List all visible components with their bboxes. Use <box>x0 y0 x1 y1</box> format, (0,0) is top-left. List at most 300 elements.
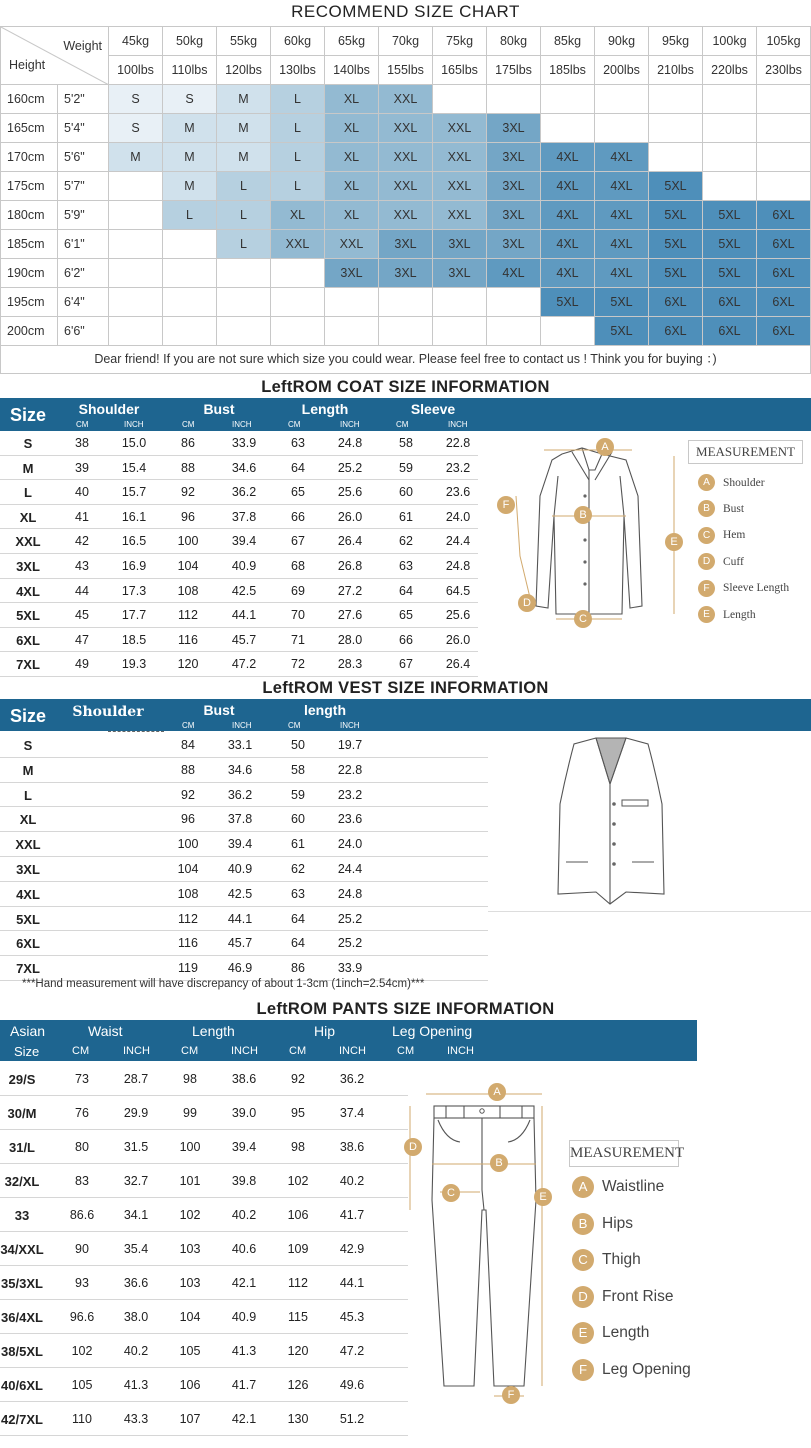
coat-mark-d: D <box>518 594 536 612</box>
coat-legend-c-badge: C <box>698 527 715 544</box>
coat-legend-label: Length <box>723 608 756 621</box>
coat-value-cell: 65 <box>291 485 305 500</box>
coat-row <box>0 529 478 554</box>
size-cell: XL <box>325 201 379 230</box>
coat-value-cell: 62 <box>399 534 413 549</box>
recommend-chart-title: RECOMMEND SIZE CHART <box>291 2 520 21</box>
pants-legend-label: Waistline <box>602 1178 665 1195</box>
header-row-kg <box>1 27 811 56</box>
coat-legend-label: Hem <box>723 529 746 542</box>
pants-value-cell: 92 <box>291 1072 305 1086</box>
height-cm-cell: 200cm <box>1 317 58 346</box>
coat-value-cell: 96 <box>181 509 195 524</box>
coat-value-cell: 39.4 <box>231 534 257 549</box>
coat-legend-item <box>698 580 789 597</box>
size-cell: 3XL <box>379 259 433 288</box>
pants-mark-c: C <box>442 1184 460 1202</box>
size-cell <box>163 317 217 346</box>
coat-value-cell: 72 <box>291 657 305 672</box>
vest-note: ***Hand measurement will have discrepancy of about 1-3cm (1inch=2.54cm)*** <box>22 978 425 990</box>
coat-value-cell: 66 <box>291 509 305 524</box>
coat-value-cell: 40 <box>75 485 89 500</box>
size-cell <box>595 85 649 114</box>
size-cell: S <box>163 85 217 114</box>
size-cell <box>325 288 379 317</box>
vest-value-cell: 34.6 <box>227 762 253 777</box>
pants-legend-d-badge: D <box>572 1286 594 1308</box>
coat-value-cell: 108 <box>177 583 199 598</box>
coat-unit-cm: CM <box>76 420 89 429</box>
pants-legend-title: MEASUREMENT <box>569 1140 679 1167</box>
size-cell <box>703 172 757 201</box>
size-cell: L <box>217 230 271 259</box>
height-ft-cell: 5'7" <box>58 172 109 201</box>
weight-lbs-cell: 130lbs <box>271 56 325 85</box>
pants-row <box>0 1402 408 1436</box>
pants-value-cell: 49.6 <box>339 1378 365 1392</box>
coat-value-cell: 58 <box>399 436 413 450</box>
pants-value-cell: 102 <box>179 1208 201 1222</box>
pants-value-cell: 40.6 <box>231 1242 257 1256</box>
weight-lbs-cell: 100lbs <box>109 56 163 85</box>
size-cell <box>163 288 217 317</box>
size-cell: 5XL <box>649 172 703 201</box>
vest-value-cell: 62 <box>291 862 305 876</box>
size-cell: M <box>163 114 217 143</box>
vest-value-cell: 108 <box>177 886 199 901</box>
size-cell: 3XL <box>433 259 487 288</box>
size-cell <box>487 317 541 346</box>
size-cell: L <box>271 114 325 143</box>
pants-row <box>0 1198 408 1232</box>
weight-lbs-cell: 120lbs <box>217 56 271 85</box>
vest-value-cell: 37.8 <box>227 812 253 827</box>
coat-unit-cm: CM <box>288 420 301 429</box>
size-cell <box>649 114 703 143</box>
coat-value-cell: 25.6 <box>445 608 471 623</box>
coat-value-cell: 26.4 <box>337 534 363 549</box>
vest-diagram <box>548 734 674 910</box>
coat-value-cell: 33.9 <box>231 436 257 450</box>
coat-value-cell: 44 <box>75 583 89 598</box>
vest-value-cell: 100 <box>177 837 199 852</box>
size-cell <box>541 85 595 114</box>
size-cell: 5XL <box>703 230 757 259</box>
coat-size-cell: M <box>22 460 34 476</box>
pants-value-cell: 105 <box>71 1378 93 1392</box>
coat-value-cell: 44.1 <box>231 608 257 623</box>
coat-value-cell: 16.5 <box>121 534 147 549</box>
size-cell <box>703 143 757 172</box>
coat-unit-inch: INCH <box>124 420 144 429</box>
size-cell <box>163 230 217 259</box>
pants-value-cell: 36.6 <box>123 1276 149 1290</box>
coat-value-cell: 67 <box>291 534 305 549</box>
coat-value-cell: 104 <box>177 559 199 573</box>
coat-legend-item <box>698 606 756 623</box>
vest-value-cell: 104 <box>177 862 199 876</box>
pants-asian-label: Asian <box>10 1023 46 1039</box>
pants-value-cell: 90 <box>75 1242 89 1256</box>
size-cell: XXL <box>379 143 433 172</box>
pants-legend-label: Thigh <box>602 1251 641 1269</box>
coat-value-cell: 64.5 <box>445 583 471 598</box>
vest-row <box>0 857 488 882</box>
coat-value-cell: 37.8 <box>231 509 257 524</box>
coat-value-cell: 38 <box>75 436 89 450</box>
size-cell <box>109 230 163 259</box>
size-cell: XL <box>325 172 379 201</box>
vest-value-cell: 84 <box>181 738 195 752</box>
vest-section-title: LeftROM VEST SIZE INFORMATION <box>262 679 549 697</box>
pants-size-cell: 36/4XL <box>1 1310 43 1325</box>
vest-row <box>0 882 488 907</box>
pants-value-cell: 40.2 <box>231 1208 257 1222</box>
size-cell: XXL <box>433 172 487 201</box>
size-cell: XXL <box>379 201 433 230</box>
size-cell <box>271 259 325 288</box>
size-cell: 4XL <box>595 143 649 172</box>
vest-value-cell: 24.4 <box>337 862 363 876</box>
vest-value-cell: 64 <box>291 911 305 926</box>
coat-row <box>0 480 478 505</box>
size-cell <box>325 317 379 346</box>
size-row <box>1 230 811 259</box>
size-row <box>1 143 811 172</box>
coat-legend-label: Cuff <box>723 555 744 568</box>
size-cell: 6XL <box>649 317 703 346</box>
pants-value-cell: 103 <box>179 1276 201 1290</box>
size-cell: L <box>217 201 271 230</box>
pants-unit-inch: INCH <box>339 1045 366 1057</box>
pants-value-cell: 109 <box>287 1242 309 1256</box>
weight-kg-cell: 100kg <box>703 27 757 56</box>
pants-legend-b-badge: B <box>572 1213 594 1235</box>
size-cell <box>109 317 163 346</box>
vest-value-cell: 44.1 <box>227 911 253 926</box>
size-cell: XXL <box>325 230 379 259</box>
vest-value-cell: 64 <box>291 936 305 951</box>
size-row <box>1 259 811 288</box>
size-cell: 6XL <box>703 288 757 317</box>
size-cell <box>595 114 649 143</box>
coat-unit-inch: INCH <box>340 420 360 429</box>
size-cell: 3XL <box>325 259 379 288</box>
size-cell <box>217 317 271 346</box>
coat-unit-inch: INCH <box>232 420 252 429</box>
coat-value-cell: 22.8 <box>445 436 471 450</box>
size-row <box>1 317 811 346</box>
pants-value-cell: 43.3 <box>123 1412 149 1426</box>
vest-unit-cm: CM <box>182 721 195 730</box>
pants-size-cell: 38/5XL <box>1 1344 43 1359</box>
pants-unit-inch: INCH <box>447 1045 474 1057</box>
coat-size-cell: S <box>23 436 33 451</box>
pants-value-cell: 35.4 <box>123 1242 149 1256</box>
pants-value-cell: 38.0 <box>123 1310 149 1324</box>
size-cell <box>109 201 163 230</box>
pants-value-cell: 36.2 <box>339 1072 365 1086</box>
coat-legend-item <box>698 474 765 491</box>
height-ft-cell: 6'6" <box>58 317 109 346</box>
coat-legend-f-badge: F <box>698 580 715 597</box>
coat-value-cell: 42 <box>75 534 89 549</box>
coat-group-shoulder: Shoulder <box>78 401 140 417</box>
pants-value-cell: 41.7 <box>339 1208 365 1222</box>
coat-legend-e-badge: E <box>698 606 715 623</box>
pants-group-leg-opening: Leg Opening <box>392 1023 473 1039</box>
height-ft-cell: 5'2" <box>58 85 109 114</box>
size-cell: 4XL <box>541 201 595 230</box>
coat-value-cell: 71 <box>291 632 305 647</box>
weight-lbs-cell: 200lbs <box>595 56 649 85</box>
pants-mark-d: D <box>404 1138 422 1156</box>
pants-value-cell: 98 <box>183 1072 197 1086</box>
vest-unit-cm: CM <box>288 721 301 730</box>
coat-value-cell: 47.2 <box>231 657 257 672</box>
coat-legend-title: MEASUREMENT <box>688 440 803 464</box>
coat-size-cell: L <box>24 485 32 501</box>
vest-value-cell: 61 <box>291 837 305 852</box>
pants-value-cell: 95 <box>291 1106 305 1120</box>
coat-value-cell: 42.5 <box>231 583 257 598</box>
size-cell: 6XL <box>703 317 757 346</box>
vest-row <box>0 807 488 832</box>
height-cm-cell: 190cm <box>1 259 58 288</box>
pants-size-cell: 42/7XL <box>1 1412 43 1427</box>
coat-value-cell: 64 <box>399 583 413 598</box>
pants-value-cell: 39.4 <box>231 1140 257 1154</box>
weight-lbs-cell: 140lbs <box>325 56 379 85</box>
corner-weight-label: Weight <box>63 39 102 53</box>
coat-value-cell: 70 <box>291 608 305 623</box>
coat-row <box>0 554 478 579</box>
size-cell <box>649 143 703 172</box>
height-ft-cell: 5'9" <box>58 201 109 230</box>
size-cell: 6XL <box>757 317 811 346</box>
vest-group-bust: Bust <box>203 702 235 718</box>
pants-legend-label: Leg Opening <box>602 1361 691 1378</box>
weight-lbs-cell: 110lbs <box>163 56 217 85</box>
coat-value-cell: 23.2 <box>445 460 471 475</box>
height-cm-cell: 185cm <box>1 230 58 259</box>
vest-value-cell: 25.2 <box>337 936 363 951</box>
size-cell: M <box>109 143 163 172</box>
size-cell: 3XL <box>487 114 541 143</box>
size-cell <box>271 317 325 346</box>
coat-row <box>0 603 478 628</box>
coat-value-cell: 92 <box>181 485 195 500</box>
coat-value-cell: 43 <box>75 559 89 573</box>
pants-value-cell: 38.6 <box>339 1140 365 1154</box>
pants-value-cell: 104 <box>179 1310 201 1324</box>
pants-value-cell: 44.1 <box>339 1276 365 1290</box>
pants-value-cell: 102 <box>71 1344 93 1358</box>
coat-value-cell: 25.2 <box>337 460 363 475</box>
pants-legend-c-badge: C <box>572 1249 594 1271</box>
size-cell: L <box>163 201 217 230</box>
coat-value-cell: 69 <box>291 583 305 598</box>
pants-value-cell: 32.7 <box>123 1174 149 1188</box>
coat-value-cell: 45 <box>75 608 89 623</box>
size-cell: 6XL <box>757 230 811 259</box>
vest-value-cell: 33.9 <box>337 961 363 976</box>
size-cell: 4XL <box>487 259 541 288</box>
pants-value-cell: 42.9 <box>339 1242 365 1256</box>
pants-value-cell: 102 <box>287 1174 309 1188</box>
pants-legend-label: Hips <box>602 1214 634 1232</box>
size-cell: XXL <box>379 172 433 201</box>
coat-value-cell: 16.1 <box>121 509 147 524</box>
coat-value-cell: 67 <box>399 657 413 672</box>
coat-size-cell: 5XL <box>16 608 40 624</box>
height-cm-cell: 170cm <box>1 143 58 172</box>
size-cell: 4XL <box>541 259 595 288</box>
size-cell: M <box>163 172 217 201</box>
weight-kg-cell: 70kg <box>379 27 433 56</box>
pants-row <box>0 1300 408 1334</box>
size-cell: XL <box>325 114 379 143</box>
coat-unit-cm: CM <box>396 420 409 429</box>
vest-value-cell: 92 <box>181 787 195 802</box>
pants-value-cell: 80 <box>75 1140 89 1154</box>
size-cell: L <box>271 172 325 201</box>
pants-group-waist: Waist <box>88 1023 123 1039</box>
recommend-table <box>0 26 811 346</box>
size-cell: 4XL <box>595 230 649 259</box>
pants-value-cell: 100 <box>179 1140 201 1154</box>
size-cell: S <box>109 85 163 114</box>
pants-unit-inch: INCH <box>231 1045 258 1057</box>
pants-row <box>0 1334 408 1368</box>
pants-value-cell: 28.7 <box>123 1072 149 1086</box>
weight-kg-cell: 75kg <box>433 27 487 56</box>
pants-mark-b: B <box>490 1154 508 1172</box>
weight-lbs-cell: 220lbs <box>703 56 757 85</box>
pants-value-cell: 31.5 <box>123 1140 149 1154</box>
coat-value-cell: 63 <box>399 559 413 573</box>
coat-value-cell: 27.2 <box>337 583 363 598</box>
pants-value-cell: 29.9 <box>123 1106 149 1120</box>
corner-diagonal <box>1 27 109 85</box>
pants-size-cell: 29/S <box>8 1072 36 1087</box>
size-cell: L <box>271 143 325 172</box>
vest-value-cell: 46.9 <box>227 961 253 976</box>
size-row <box>1 172 811 201</box>
height-ft-cell: 6'4" <box>58 288 109 317</box>
size-cell: 4XL <box>541 143 595 172</box>
coat-mark-a: A <box>596 438 614 456</box>
vest-size-cell: L <box>24 787 32 803</box>
vest-value-cell: 96 <box>181 812 195 827</box>
vest-shoulder-underline <box>108 731 164 732</box>
coat-legend-b-badge: B <box>698 500 715 517</box>
size-cell: 5XL <box>541 288 595 317</box>
coat-value-cell: 24.8 <box>445 559 471 573</box>
pants-diagram <box>402 1080 562 1410</box>
weight-lbs-cell: 155lbs <box>379 56 433 85</box>
pants-size-cell: 40/6XL <box>1 1378 43 1393</box>
size-cell <box>757 143 811 172</box>
coat-value-cell: 41 <box>75 509 89 524</box>
size-cell: 6XL <box>757 259 811 288</box>
pants-value-cell: 105 <box>179 1344 201 1358</box>
pants-value-cell: 83 <box>75 1174 89 1188</box>
size-cell: 4XL <box>541 230 595 259</box>
pants-value-cell: 115 <box>288 1310 308 1324</box>
pants-row <box>0 1368 408 1402</box>
header-row-lbs <box>1 56 811 85</box>
pants-legend-item <box>572 1249 641 1271</box>
vest-value-cell: 86 <box>291 961 305 976</box>
size-cell: M <box>217 114 271 143</box>
vest-size-cell: M <box>22 762 34 778</box>
size-cell <box>757 85 811 114</box>
vest-value-cell: 119 <box>178 961 198 976</box>
size-cell <box>217 259 271 288</box>
coat-value-cell: 25.6 <box>337 485 363 500</box>
size-cell: 5XL <box>649 259 703 288</box>
size-cell: 3XL <box>487 172 541 201</box>
weight-kg-cell: 80kg <box>487 27 541 56</box>
coat-section-title: LeftROM COAT SIZE INFORMATION <box>261 378 550 396</box>
pants-value-cell: 126 <box>287 1378 309 1392</box>
pants-legend <box>572 1176 712 1396</box>
pants-unit-cm: CM <box>181 1045 199 1057</box>
vest-size-cell: XXL <box>15 837 41 853</box>
vest-row <box>0 758 488 783</box>
vest-value-cell: 88 <box>181 762 195 777</box>
pants-value-cell: 42.1 <box>231 1276 257 1290</box>
pants-legend-item <box>572 1213 633 1235</box>
pants-value-cell: 120 <box>287 1344 309 1358</box>
vest-size-cell: 3XL <box>16 862 40 877</box>
vest-size-cell: 7XL <box>16 961 40 977</box>
coat-unit-inch: INCH <box>448 420 468 429</box>
pants-row <box>0 1164 408 1198</box>
coat-value-cell: 26.0 <box>445 632 471 647</box>
pants-legend-f-badge: F <box>572 1359 594 1381</box>
size-cell <box>433 288 487 317</box>
coat-value-cell: 15.4 <box>121 460 147 475</box>
coat-row <box>0 628 478 653</box>
pants-value-cell: 103 <box>179 1242 201 1256</box>
pants-size-cell: 35/3XL <box>1 1276 43 1291</box>
pants-unit-cm: CM <box>397 1045 415 1057</box>
coat-size-cell: 7XL <box>16 657 40 673</box>
coat-value-cell: 64 <box>291 460 305 475</box>
vest-header-bar <box>0 699 811 731</box>
vest-illustration <box>548 734 674 910</box>
pants-legend-item <box>572 1322 649 1344</box>
size-cell <box>109 172 163 201</box>
size-cell: XL <box>325 143 379 172</box>
pants-value-cell: 42.1 <box>231 1412 257 1426</box>
size-cell: 4XL <box>595 172 649 201</box>
coat-unit-cm: CM <box>182 420 195 429</box>
size-cell <box>649 85 703 114</box>
pants-value-cell: 76 <box>75 1106 89 1120</box>
size-cell: 5XL <box>595 288 649 317</box>
coat-legend-item <box>698 500 744 517</box>
size-cell: 5XL <box>649 201 703 230</box>
size-cell: XL <box>325 85 379 114</box>
pants-value-cell: 41.7 <box>231 1378 257 1392</box>
coat-size-cell: XXL <box>15 534 41 550</box>
pants-size-cell: 31/L <box>8 1140 35 1155</box>
pants-row <box>0 1232 408 1266</box>
size-cell: 5XL <box>649 230 703 259</box>
